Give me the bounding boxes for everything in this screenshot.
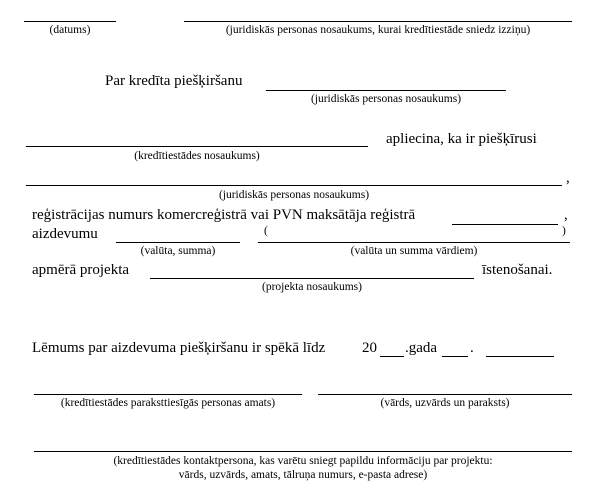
bank-row-text: apliecina, ka ir piešķīrusi [386, 131, 537, 147]
loan-words-caption: (valūta un summa vārdiem) [350, 245, 478, 257]
validity-year-prefix: 20 [362, 340, 377, 356]
validity-year-line[interactable] [380, 356, 404, 357]
validity-year-suffix: .gada [405, 340, 438, 356]
project-name-line[interactable] [150, 278, 474, 279]
loan-amount-line[interactable] [116, 242, 240, 243]
title-entity-caption: (juridiskās personas nosaukums) [310, 93, 462, 105]
loan-amount-caption: (valūta, summa) [140, 245, 216, 257]
validity-month-line[interactable] [486, 356, 554, 357]
contact-person-caption-line1: (kredītiestādes kontaktpersona, kas varētu sniegt papildu informāciju par projektu: [113, 455, 493, 467]
validity-day-dot: . [470, 340, 474, 356]
title-entity-line[interactable] [266, 90, 506, 91]
signatory-position-caption: (kredītiestādes paraksttiesīgās personas amats) [60, 397, 276, 409]
recipient-caption: (juridiskās personas nosaukums, kurai kredītiestāde sniedz izziņu) [225, 24, 531, 36]
borrower-comma: , [566, 170, 570, 186]
loan-words-line[interactable] [258, 242, 570, 243]
signatory-name-caption: (vārds, uzvārds un paraksts) [380, 397, 510, 409]
recipient-line[interactable] [184, 21, 572, 22]
signatory-name-line[interactable] [318, 394, 572, 395]
registration-comma: , [564, 207, 568, 223]
bank-name-caption: (kredītiestādes nosaukums) [134, 150, 260, 162]
date-line[interactable] [24, 21, 116, 22]
title-text: Par kredīta piešķiršanu [105, 73, 243, 89]
borrower-name-line[interactable] [26, 185, 562, 186]
borrower-name-caption: (juridiskās personas nosaukums) [218, 189, 370, 201]
validity-day-line[interactable] [442, 356, 468, 357]
project-name-caption: (projekta nosaukums) [262, 281, 362, 293]
contact-person-caption-line2: vārds, uzvārds, amats, tālruņa numurs, e-pasta adrese) [178, 469, 428, 481]
registration-text: reģistrācijas numurs komercreģistrā vai PVN maksātāja reģistrā [32, 207, 416, 223]
registration-number-line[interactable] [452, 224, 558, 225]
contact-person-line[interactable] [34, 451, 572, 452]
bank-name-line[interactable] [26, 146, 368, 147]
loan-words-paren-open: ( [264, 225, 268, 237]
signatory-position-line[interactable] [34, 394, 302, 395]
loan-words-paren-close: ) [562, 225, 566, 237]
date-caption: (datums) [49, 24, 91, 36]
loan-text: aizdevumu [32, 226, 98, 242]
project-prefix-text: apmērā projekta [32, 262, 130, 278]
validity-text: Lēmums par aizdevuma piešķiršanu ir spēkā līdz [32, 340, 326, 356]
project-suffix-text: īstenošanai. [482, 262, 553, 278]
